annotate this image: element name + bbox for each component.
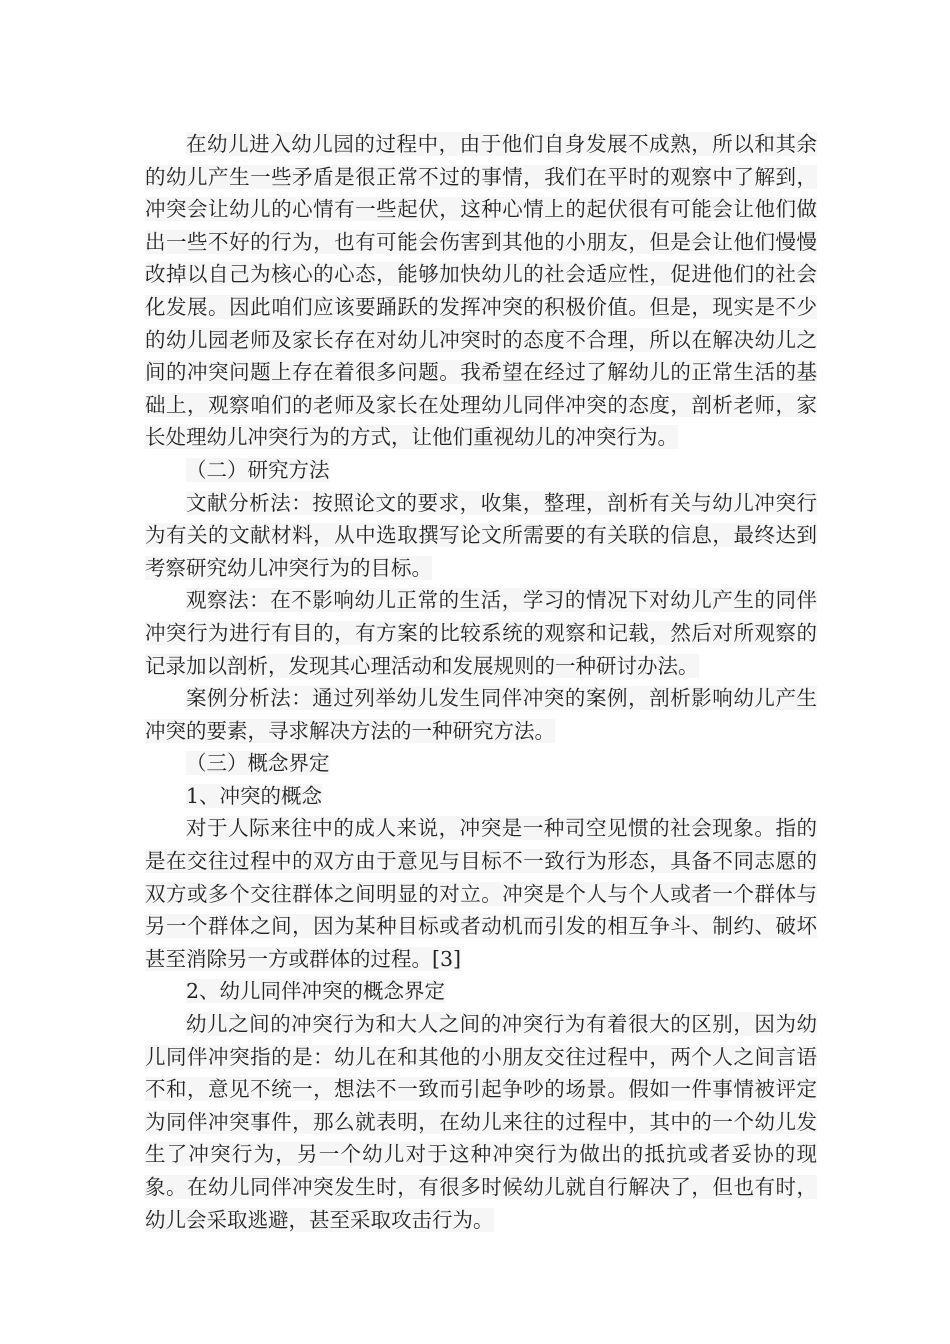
observation-method-text: 观察法：在不影响幼儿正常的生活，学习的情况下对幼儿产生的同伴冲突行为进行有目的，有方案的比较系统的观察和记载，然后对所观察的记录加以剖析，发现其心理活动和发展规则的一种研讨办法。 [145,588,817,678]
section-heading-definitions [145,747,817,780]
subheading-peer-conflict-text: 2、幼儿同伴冲突的概念界定 [186,979,446,1004]
intro-paragraph-text: 在幼儿进入幼儿园的过程中，由于他们自身发展不成熟，所以和其余的幼儿产生一些矛盾是很正常不过的事情，我们在平时的观察中了解到，冲突会让幼儿的心情有一些起伏，这种心情上的起伏很有可能会让他们做出一些不好的行为，也有可能会伤害到其他的小朋友，但是会让他们慢慢改掉以自己为核心的心态，能够加快幼儿的社会适应性，促进他们的社会化发展。因此咱们应该要踊跃的发挥冲突的积极价值。但是，现实是不少的幼儿园老师及家长存在对幼儿冲突时的态度不合理，所以在解决幼儿之间的冲突问题上存在着很多问题。我希望在经过了解幼儿的正常生活的基础上，观察咱们的老师及家长在处理幼儿同伴冲突的态度，剖析老师，家长处理幼儿冲突行为的方式，让他们重视幼儿的冲突行为。 [145,132,817,450]
literature-method-paragraph [145,487,817,585]
subheading-conflict-concept-text: 1、冲突的概念 [186,783,323,808]
section-heading-definitions-text: （三）概念界定 [186,751,330,776]
document-page [145,128,817,1236]
conflict-definition-text: 对于人际来往中的成人来说，冲突是一种司空见惯的社会现象。指的是在交往过程中的双方由于意见与目标不一致行为形态，具备不同志愿的双方或多个交往群体之间明显的对立。冲突是个人与个人或者一个群体与另一个群体之间，因为某种目标或者动机而引发的相互争斗、制约、破坏甚至消除另一方或群体的过程。[3] [145,816,817,971]
subheading-peer-conflict [145,975,817,1008]
subheading-conflict-concept [145,780,817,813]
intro-paragraph [145,128,817,454]
section-heading-research-methods [145,454,817,487]
peer-conflict-text: 幼儿之间的冲突行为和大人之间的冲突行为有着很大的区别，因为幼儿同伴冲突指的是：幼儿在和其他的小朋友交往过程中，两个人之间言语不和，意见不统一，想法不一致而引起争吵的场景。假如一件事情被评定为同伴冲突事件，那么就表明，在幼儿来往的过程中，其中的一个幼儿发生了冲突行为，另一个幼儿对于这种冲突行为做出的抵抗或者妥协的现象。在幼儿同伴冲突发生时，有很多时候幼儿就自行解决了，但也有时，幼儿会采取逃避，甚至采取攻击行为。 [145,1012,817,1232]
observation-method-paragraph [145,584,817,682]
case-method-paragraph [145,682,817,747]
case-method-text: 案例分析法：通过列举幼儿发生同伴冲突的案例，剖析影响幼儿产生冲突的要素，寻求解决方法的一种研究方法。 [145,686,817,743]
conflict-definition-paragraph [145,812,817,975]
peer-conflict-paragraph [145,1008,817,1236]
section-heading-research-methods-text: （二）研究方法 [186,457,330,482]
literature-method-text: 文献分析法：按照论文的要求，收集，整理，剖析有关与幼儿冲突行为有关的文献材料，从中选取撰写论文所需要的有关联的信息，最终达到考察研究幼儿冲突行为的目标。 [145,490,817,580]
